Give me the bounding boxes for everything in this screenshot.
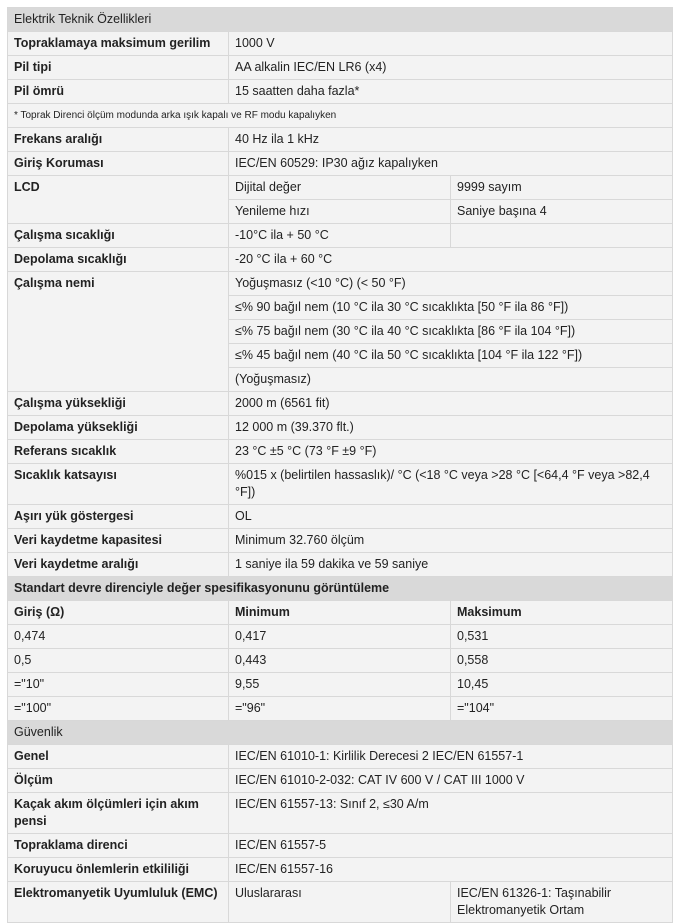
spec-row-humidity bbox=[8, 272, 673, 296]
table-row bbox=[8, 625, 673, 649]
table-cell: ="100" bbox=[8, 697, 229, 721]
spec-value: IEC/EN 61010-2-032: CAT IV 600 V / CAT III 1000 V bbox=[229, 769, 673, 793]
table-cell: ="96" bbox=[229, 697, 451, 721]
spec-label: Kaçak akım ölçümleri için akım pensi bbox=[8, 793, 229, 834]
spec-value: 23 °C ±5 °C (73 °F ±9 °F) bbox=[229, 440, 673, 464]
section-title: Güvenlik bbox=[8, 721, 673, 745]
spec-row bbox=[8, 32, 673, 56]
table-cell: 9,55 bbox=[229, 673, 451, 697]
column-header: Minimum bbox=[229, 601, 451, 625]
spec-value: 1000 V bbox=[229, 32, 673, 56]
spec-value: 1 saniye ila 59 dakika ve 59 saniye bbox=[229, 553, 673, 577]
spec-row bbox=[8, 769, 673, 793]
spec-value: Minimum 32.760 ölçüm bbox=[229, 529, 673, 553]
table-row bbox=[8, 697, 673, 721]
spec-label: Çalışma sıcaklığı bbox=[8, 224, 229, 248]
spec-row bbox=[8, 793, 673, 834]
table-row bbox=[8, 649, 673, 673]
spec-value: 12 000 m (39.370 flt.) bbox=[229, 416, 673, 440]
spec-value: AA alkalin IEC/EN LR6 (x4) bbox=[229, 56, 673, 80]
spec-subname: Yenileme hızı bbox=[229, 200, 451, 224]
spec-row bbox=[8, 553, 673, 577]
spec-row bbox=[8, 464, 673, 505]
spec-value: IEC/EN 61326-1: Taşınabilir Elektromanyetik Ortam bbox=[451, 882, 673, 923]
spec-value: -10°C ila + 50 °C bbox=[229, 224, 451, 248]
empty-cell bbox=[451, 224, 673, 248]
spec-label: Pil ömrü bbox=[8, 80, 229, 104]
section-header-electrical bbox=[8, 8, 673, 32]
spec-row bbox=[8, 440, 673, 464]
column-header-row bbox=[8, 601, 673, 625]
spec-value: -20 °C ila + 60 °C bbox=[229, 248, 673, 272]
spec-value: %015 x (belirtilen hassaslık)/ °C (<18 °C veya >28 °C [<64,4 °F veya >82,4 °F]) bbox=[229, 464, 673, 505]
spec-value: IEC/EN 61557-13: Sınıf 2, ≤30 A/m bbox=[229, 793, 673, 834]
spec-row-lcd bbox=[8, 176, 673, 200]
spec-row bbox=[8, 56, 673, 80]
spec-label: Pil tipi bbox=[8, 56, 229, 80]
spec-row bbox=[8, 248, 673, 272]
spec-value: IEC/EN 61557-5 bbox=[229, 834, 673, 858]
spec-value: OL bbox=[229, 505, 673, 529]
spec-subname: Uluslararası bbox=[229, 882, 451, 923]
spec-row bbox=[8, 505, 673, 529]
spec-row bbox=[8, 224, 673, 248]
spec-value: ≤% 75 bağıl nem (30 °C ila 40 °C sıcaklıkta [86 °F ila 104 °F]) bbox=[229, 320, 673, 344]
spec-label: Elektromanyetik Uyumluluk (EMC) bbox=[8, 882, 229, 923]
spec-label: Ölçüm bbox=[8, 769, 229, 793]
spec-label: Genel bbox=[8, 745, 229, 769]
section-title: Standart devre direnciyle değer spesifikasyonunu görüntüleme bbox=[8, 577, 673, 601]
spec-table bbox=[7, 7, 673, 923]
spec-value: IEC/EN 61557-16 bbox=[229, 858, 673, 882]
spec-label: Veri kaydetme kapasitesi bbox=[8, 529, 229, 553]
spec-row bbox=[8, 858, 673, 882]
spec-row bbox=[8, 745, 673, 769]
spec-row bbox=[8, 416, 673, 440]
section-header-safety bbox=[8, 721, 673, 745]
table-cell: 0,474 bbox=[8, 625, 229, 649]
spec-row bbox=[8, 128, 673, 152]
spec-label: Veri kaydetme aralığı bbox=[8, 553, 229, 577]
column-header: Maksimum bbox=[451, 601, 673, 625]
spec-label: Depolama yüksekliği bbox=[8, 416, 229, 440]
spec-row bbox=[8, 834, 673, 858]
spec-label: Çalışma nemi bbox=[8, 272, 229, 392]
footnote-row bbox=[8, 104, 673, 128]
section-header-standard-circuit bbox=[8, 577, 673, 601]
footnote: * Toprak Direnci ölçüm modunda arka ışık kapalı ve RF modu kapalıyken bbox=[8, 104, 673, 128]
spec-label: Çalışma yüksekliği bbox=[8, 392, 229, 416]
table-cell: ="104" bbox=[451, 697, 673, 721]
spec-label: Frekans aralığı bbox=[8, 128, 229, 152]
table-cell: 0,558 bbox=[451, 649, 673, 673]
spec-value: 9999 sayım bbox=[451, 176, 673, 200]
table-cell: 0,5 bbox=[8, 649, 229, 673]
spec-row bbox=[8, 80, 673, 104]
spec-value: (Yoğuşmasız) bbox=[229, 368, 673, 392]
spec-value: IEC/EN 61010-1: Kirlilik Derecesi 2 IEC/EN 61557-1 bbox=[229, 745, 673, 769]
table-cell: 0,443 bbox=[229, 649, 451, 673]
column-header: Giriş (Ω) bbox=[8, 601, 229, 625]
spec-label: Sıcaklık katsayısı bbox=[8, 464, 229, 505]
spec-row-emc bbox=[8, 882, 673, 923]
spec-value: 15 saatten daha fazla* bbox=[229, 80, 673, 104]
spec-label: Depolama sıcaklığı bbox=[8, 248, 229, 272]
spec-value: Yoğuşmasız (<10 °C) (< 50 °F) bbox=[229, 272, 673, 296]
section-title: Elektrik Teknik Özellikleri bbox=[8, 8, 673, 32]
spec-value: Saniye başına 4 bbox=[451, 200, 673, 224]
spec-row bbox=[8, 392, 673, 416]
spec-label: Topraklama direnci bbox=[8, 834, 229, 858]
table-cell: 0,417 bbox=[229, 625, 451, 649]
spec-value: ≤% 45 bağıl nem (40 °C ila 50 °C sıcaklıkta [104 °F ila 122 °F]) bbox=[229, 344, 673, 368]
table-row bbox=[8, 673, 673, 697]
spec-label: Giriş Koruması bbox=[8, 152, 229, 176]
spec-label: Referans sıcaklık bbox=[8, 440, 229, 464]
table-cell: ="10" bbox=[8, 673, 229, 697]
spec-label: Aşırı yük göstergesi bbox=[8, 505, 229, 529]
table-cell: 0,531 bbox=[451, 625, 673, 649]
spec-label: Topraklamaya maksimum gerilim bbox=[8, 32, 229, 56]
table-cell: 10,45 bbox=[451, 673, 673, 697]
spec-label: Koruyucu önlemlerin etkililiği bbox=[8, 858, 229, 882]
spec-value: ≤% 90 bağıl nem (10 °C ila 30 °C sıcaklıkta [50 °F ila 86 °F]) bbox=[229, 296, 673, 320]
spec-value: IEC/EN 60529: IP30 ağız kapalıyken bbox=[229, 152, 673, 176]
spec-label: LCD bbox=[8, 176, 229, 224]
spec-subname: Dijital değer bbox=[229, 176, 451, 200]
spec-value: 40 Hz ila 1 kHz bbox=[229, 128, 673, 152]
spec-value: 2000 m (6561 fit) bbox=[229, 392, 673, 416]
spec-row bbox=[8, 152, 673, 176]
spec-row bbox=[8, 529, 673, 553]
